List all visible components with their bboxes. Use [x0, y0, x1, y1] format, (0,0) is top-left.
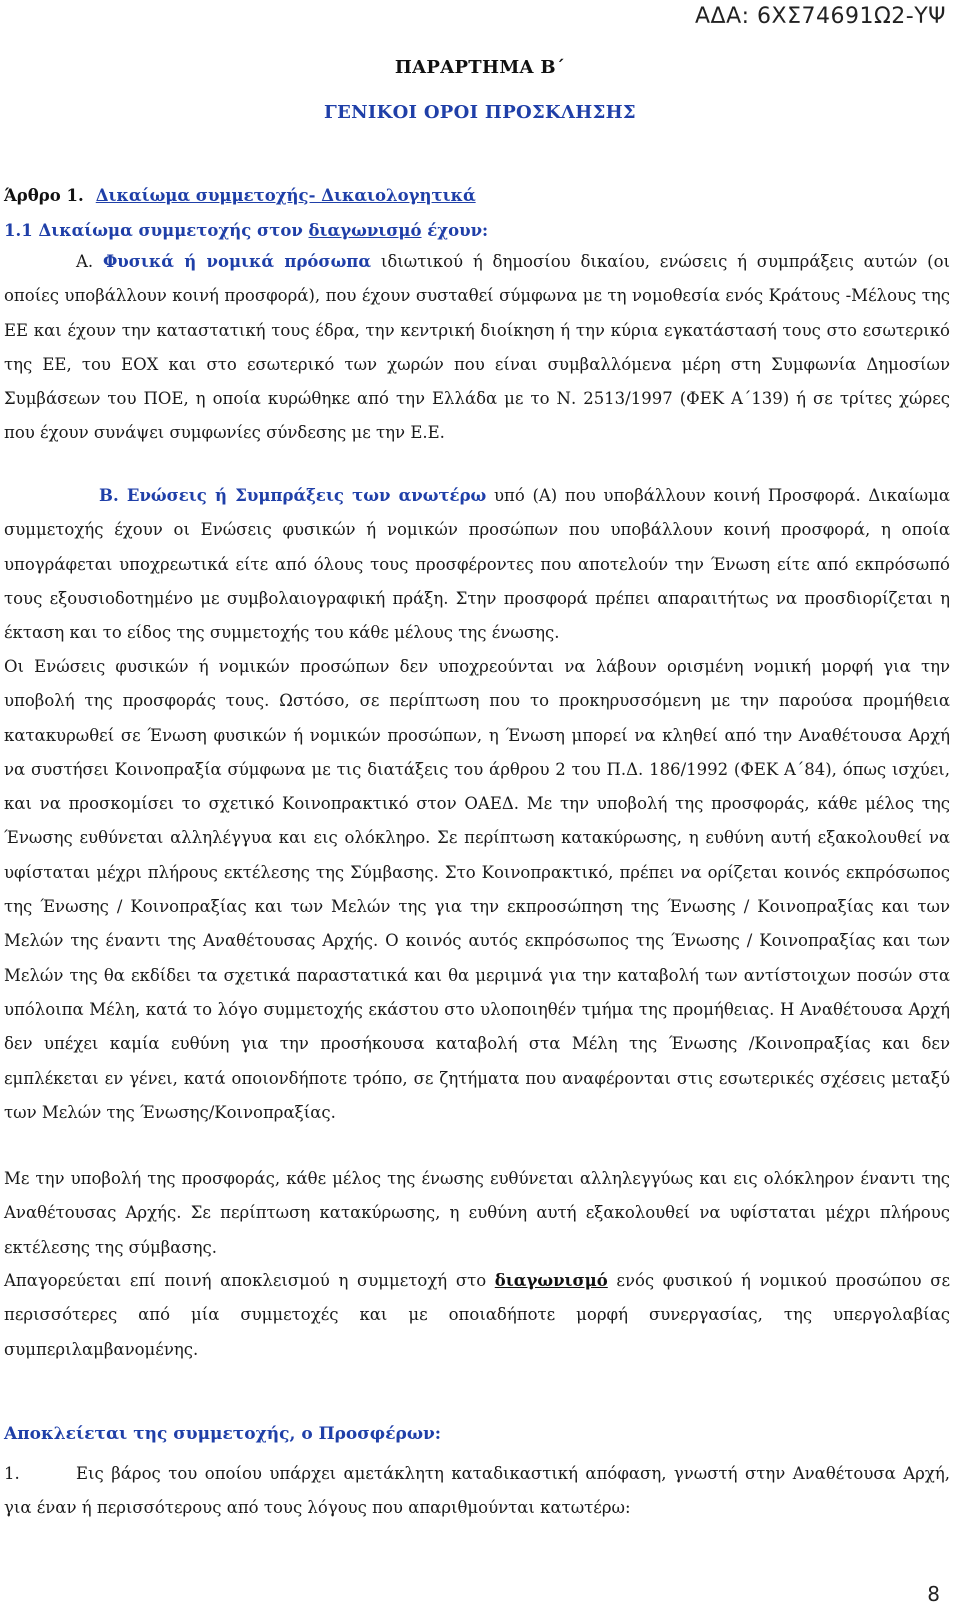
- para-a-letter: Α.: [76, 252, 103, 271]
- article-heading: [4, 186, 476, 205]
- section-heading: [4, 221, 488, 240]
- para-a-bold: Φυσικά ή νομικά πρόσωπα: [102, 252, 372, 271]
- exclusion-item-text: Εις βάρος του οποίου υπάρχει αμετάκλητη καταδικαστική απόφαση, γνωστή στην Αναθέτουσα Αρχή, για έναν ή περισσότερους από τους λόγους που απαριθμούνται κατωτέρω:: [4, 1464, 950, 1517]
- paragraph-a: [4, 245, 950, 451]
- article-number: Άρθρο 1.: [4, 186, 84, 205]
- para-b-text: υπό (Α) που υποβάλλουν κοινή Προσφορά. Δικαίωμα συμμετοχής έχουν οι Ενώσεις φυσικών ή νομικών προσώπων που υποβάλλουν κοινή προσφορά, η οποία υπογράφεται υποχρεωτικά είτε από όλους τους προσφέροντες που αποτελούν την Ένωση είτε από εκπρόσωπό τους εξουσιοδοτημένο με συμβολαιογραφική πράξη. Στην προσφορά πρέπει απαραιτήτως να προσδιορίζεται η έκταση και το είδος της συμμετοχής του κάθε μέλους της ένωσης.: [4, 486, 950, 643]
- para-e-pre: Απαγορεύεται επί ποινή αποκλεισμού η συμμετοχή στο: [4, 1271, 495, 1290]
- paragraph-c: Οι Ενώσεις φυσικών ή νομικών προσώπων δεν υποχρεούνται να λάβουν ορισμένη νομική μορφή για την υποβολή της προσφοράς τους. Ωστόσο, σε περίπτωση που το προκηρυσσόμενη με την παρούσα προμήθεια κατακυρωθεί σε Ένωση φυσικών ή νομικών προσώπων, η Ένωση μπορεί να κληθεί από την Αναθέτουσα Αρχή να συστήσει Κοινοπραξία σύμφωνα με τις διατάξεις του άρθρου 2 του Π.Δ. 186/1992 (ΦΕΚ Α΄84), όπως ισχύει, και να προσκομίσει το σχετικό Κοινοπρακτικό στον ΟΑΕΔ. Με την υποβολή της προσφοράς, κάθε μέλος της Ένωσης ευθύνεται αλληλέγγυα και εις ολόκληρο. Σε περίπτωση κατακύρωσης, η ευθύνη αυτή εξακολουθεί να υφίσταται μέχρι πλήρους εκτέλεσης της Σύμβασης. Στο Κοινοπρακτικό, πρέπει να ορίζεται κοινός εκπρόσωπος της Ένωσης / Κοινοπραξίας και των Μελών της για την εκπροσώπηση της Ένωσης / Κοινοπραξίας και των Μελών της έναντι της Αναθέτουσας Αρχής. Ο κοινός αυτός εκπρόσωπος της Ένωσης / Κοινοπραξίας και των Μελών της θα εκδίδει τα σχετικά παραστατικά και θα μεριμνά για την καταβολή των αντίστοιχων ποσών στα υπόλοιπα Μέλη, κατά το λόγο συμμετοχής εκάστου στο υλοποιηθέν τμήμα της προμήθειας. Η Αναθέτουσα Αρχή δεν υπέχει καμία ευθύνη για την προσήκουσα καταβολή στα Μέλη της Ένωσης /Κοινοπραξίας και δεν εμπλέκεται εν γένει, κατά οποιονδήποτε τρόπο, σε ζητήματα που αναφέρονται στις εσωτερικές σχέσεις μεταξύ των Μελών της Ένωσης/Κοινοπραξίας.: [4, 657, 950, 1122]
- section-tender-link[interactable]: διαγωνισμό: [308, 221, 422, 240]
- exclusion-item-number: 1.: [4, 1464, 20, 1483]
- paragraph-b: [4, 479, 950, 650]
- page-number: 8: [927, 1582, 940, 1606]
- para-e-post: ενός φυσικού ή νομικού προσώπου σε περισσότερες από μία συμμετοχές και με οποιαδήποτε μορφή συνεργασίας, της υπεργολαβίας συμπεριλαμβανομένης.: [4, 1271, 951, 1359]
- article-title-link[interactable]: Δικαίωμα συμμετοχής- Δικαιολογητικά: [95, 186, 476, 205]
- ada-code: ΑΔΑ: 6ΧΣ74691Ω2-ΥΨ: [694, 4, 946, 29]
- section-prefix: 1.1 Δικαίωμα συμμετοχής στον: [4, 221, 309, 240]
- appendix-title: ΠΑΡΑΡΤΗΜΑ Β΄: [394, 57, 566, 78]
- para-a-text: ιδιωτικού ή δημοσίου δικαίου, ενώσεις ή συμπράξεις αυτών (οι οποίες υποβάλλουν κοινή προσφορά), που έχουν συσταθεί σύμφωνα με τη νομοθεσία ενός Κράτους -Μέλους της ΕΕ και έχουν την καταστατική τους έδρα, την κεντρική διοίκηση ή την κύρια εγκατάστασή τους στο εσωτερικό της ΕΕ, του ΕΟΧ και στο εσωτερικό των χωρών που είναι συμβαλλόμενα μέρη στη Συμφωνία Δημοσίων Συμβάσεων του ΠΟΕ, η οποία κυρώθηκε από την Ελλάδα με το Ν. 2513/1997 (ΦΕΚ Α΄139) ή σε τρίτες χώρες που έχουν συνάψει συμφωνίες σύνδεσης με την Ε.Ε.: [4, 252, 950, 443]
- paragraph-e: [4, 1264, 950, 1367]
- section-suffix: έχουν:: [421, 221, 489, 240]
- paragraph-d: Με την υποβολή της προσφοράς, κάθε μέλος της ένωσης ευθύνεται αλληλεγγύως και εις ολόκληρον έναντι της Αναθέτουσας Αρχής. Σε περίπτωση κατακύρωσης, η ευθύνη αυτή εξακολουθεί να υφίσταται μέχρι πλήρους εκτέλεσης της σύμβασης.: [4, 1169, 950, 1257]
- general-terms-title: ΓΕΝΙΚΟΙ ΟΡΟΙ ΠΡΟΣΚΛΗΣΗΣ: [324, 102, 636, 123]
- exclusion-heading: Αποκλείεται της συμμετοχής, ο Προσφέρων:: [4, 1424, 442, 1444]
- para-b-bold: Β. Ενώσεις ή Συμπράξεις των ανωτέρω: [99, 486, 487, 505]
- para-e-tender-link[interactable]: διαγωνισμό: [494, 1271, 608, 1290]
- exclusion-item-1: [4, 1457, 950, 1525]
